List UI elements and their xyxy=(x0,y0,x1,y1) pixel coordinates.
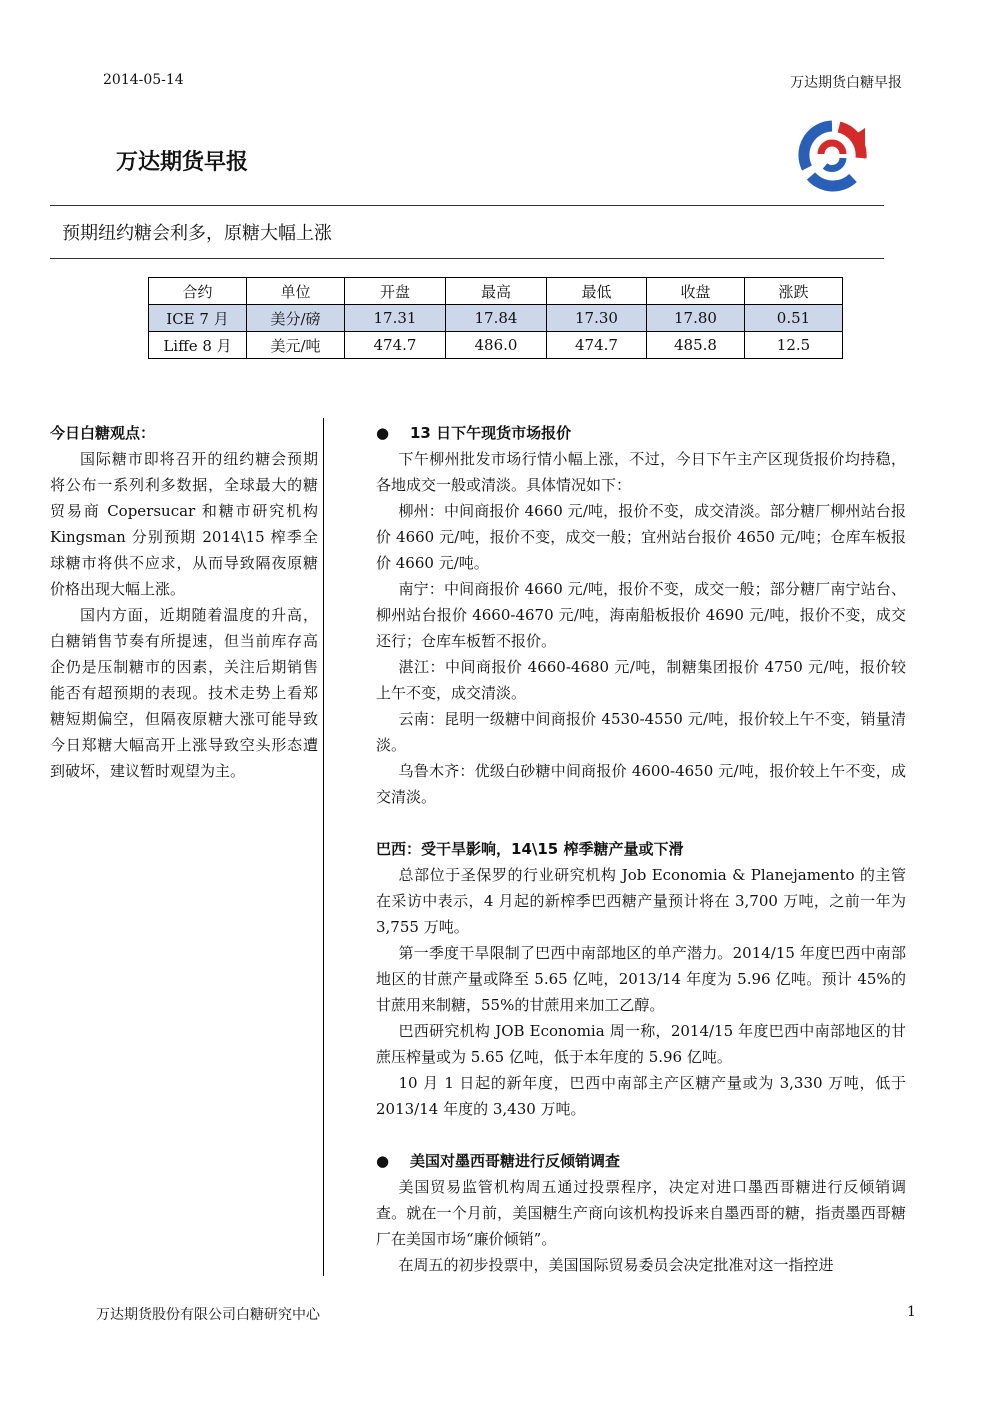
page-number: 1 xyxy=(907,1304,916,1320)
paragraph: 云南：昆明一级糖中间商报价 4530-4550 元/吨，报价较上午不变，销量清淡。 xyxy=(376,710,906,754)
paragraph: 巴西研究机构 JOB Economia 周一称，2014/15 年度巴西中南部地区的甘蔗压榨量或为 5.65 亿吨，低于本年度的 5.96 亿吨。 xyxy=(376,1022,906,1066)
table-header-cell: 合约 xyxy=(149,278,247,305)
market-view-heading: 今日白糖观点： xyxy=(50,424,156,442)
table-cell: 486.0 xyxy=(446,332,547,359)
paragraph: 国内方面，近期随着温度的升高，白糖销售节奏有所提速，但当前库存高企仍是压制糖市的因素，关注后期销售能否有超预期的表现。技术走势上看郑糖短期偏空，但隔夜原糖大涨可能导致今日郑糖大幅高开上涨导致空头形态遭到破坏，建议暂时观望为主。 xyxy=(50,606,318,780)
table-cell: 17.80 xyxy=(647,305,745,332)
paragraph: 美国贸易监管机构周五通过投票程序，决定对进口墨西哥糖进行反倾销调查。就在一个月前，美国糖生产商向该机构投诉来自墨西哥的糖，指责墨西哥糖厂在美国市场“廉价倾销”。 xyxy=(376,1178,906,1248)
table-cell: 12.5 xyxy=(745,332,843,359)
paragraph: 国际糖市即将召开的纽约糖会预期将公布一系列利多数据，全球最大的糖贸易商 Copersucar 和糖市研究机构 Kingsman 分别预期 2014\15 榨季全球糖市将供不应求，从而导致隔夜原糖价格出现大幅上涨。 xyxy=(50,450,318,598)
paragraph: 乌鲁木齐：优级白砂糖中间商报价 4600-4650 元/吨，报价较上午不变，成交清淡。 xyxy=(376,762,906,806)
header-divider xyxy=(50,205,884,206)
table-header-cell: 收盘 xyxy=(647,278,745,305)
headline: 预期纽约糖会利多，原糖大幅上涨 xyxy=(62,223,332,244)
news-column xyxy=(376,420,906,1278)
table-cell: 美元/吨 xyxy=(247,332,345,359)
paragraph: 总部位于圣保罗的行业研究机构 Job Economia & Planejamento 的主管在采访中表示，4 月起的新榨季巴西糖产量预计将在 3,700 万吨，之前一年为 3,755 万吨。 xyxy=(376,866,906,936)
quote-table xyxy=(148,277,843,359)
section-heading-us-mexico xyxy=(376,1148,906,1174)
table-cell: ICE 7 月 xyxy=(149,305,247,332)
paragraph: 南宁：中间商报价 4660 元/吨，报价不变，成交一般；部分糖厂南宁站台、柳州站台报价 4660-4670 元/吨，海南船板报价 4690 元/吨，报价不变，成交还行；仓库车板暂不报价。 xyxy=(376,580,906,650)
table-cell: 17.30 xyxy=(547,305,647,332)
table-cell: Liffe 8 月 xyxy=(149,332,247,359)
paragraph: 柳州：中间商报价 4660 元/吨，报价不变，成交清淡。部分糖厂柳州站台报价 4660 元/吨，报价不变，成交一般；宜州站台报价 4650 元/吨；仓库车板报价 4660 元/吨。 xyxy=(376,502,906,572)
section-heading-spot-prices xyxy=(376,420,906,446)
footer-organization: 万达期货股份有限公司白糖研究中心 xyxy=(96,1307,320,1323)
section-heading-brazil: 巴西：受干旱影响，14\15 榨季糖产量或下滑 xyxy=(376,840,684,858)
bullet-icon: ● xyxy=(376,1152,390,1170)
table-header-cell: 单位 xyxy=(247,278,345,305)
table-row xyxy=(149,332,843,359)
paragraph: 下午柳州批发市场行情小幅上涨，不过，今日下午主产区现货报价均持稳，各地成交一般或清淡。具体情况如下： xyxy=(376,450,906,494)
bullet-icon: ● xyxy=(376,424,390,442)
table-header-cell: 最低 xyxy=(547,278,647,305)
table-cell: 17.31 xyxy=(345,305,446,332)
table-cell: 美分/磅 xyxy=(247,305,345,332)
section-heading-text: 美国对墨西哥糖进行反倾销调查 xyxy=(410,1152,621,1170)
table-cell: 17.84 xyxy=(446,305,547,332)
table-header-row xyxy=(149,278,843,305)
column-divider xyxy=(323,418,324,1276)
wanda-circle-logo-icon xyxy=(795,118,869,192)
paragraph: 第一季度干旱限制了巴西中南部地区的单产潜力。2014/15 年度巴西中南部地区的甘蔗产量或降至 5.65 亿吨，2013/14 年度为 5.96 亿吨。预计 45%的甘蔗用来制糖，55%的甘蔗用来加工乙醇。 xyxy=(376,944,906,1014)
market-view-column xyxy=(50,420,318,784)
report-series-label: 万达期货白糖早报 xyxy=(790,75,902,91)
table-header-cell: 开盘 xyxy=(345,278,446,305)
table-cell: 0.51 xyxy=(745,305,843,332)
table-header-cell: 最高 xyxy=(446,278,547,305)
section-heading-text: 13 日下午现货市场报价 xyxy=(410,424,572,442)
paragraph: 湛江：中间商报价 4660-4680 元/吨，制糖集团报价 4750 元/吨，报价较上午不变，成交清淡。 xyxy=(376,658,906,702)
paragraph: 10 月 1 日起的新年度，巴西中南部主产区糖产量或为 3,330 万吨，低于 2013/14 年度的 3,430 万吨。 xyxy=(376,1074,906,1118)
table-cell: 474.7 xyxy=(547,332,647,359)
headline-divider xyxy=(50,258,884,259)
table-header-cell: 涨跌 xyxy=(745,278,843,305)
paragraph: 在周五的初步投票中，美国国际贸易委员会决定批准对这一指控进 xyxy=(398,1256,834,1274)
table-row xyxy=(149,305,843,332)
report-date: 2014-05-14 xyxy=(103,72,184,88)
page-title: 万达期货早报 xyxy=(116,150,249,175)
table-cell: 485.8 xyxy=(647,332,745,359)
table-cell: 474.7 xyxy=(345,332,446,359)
